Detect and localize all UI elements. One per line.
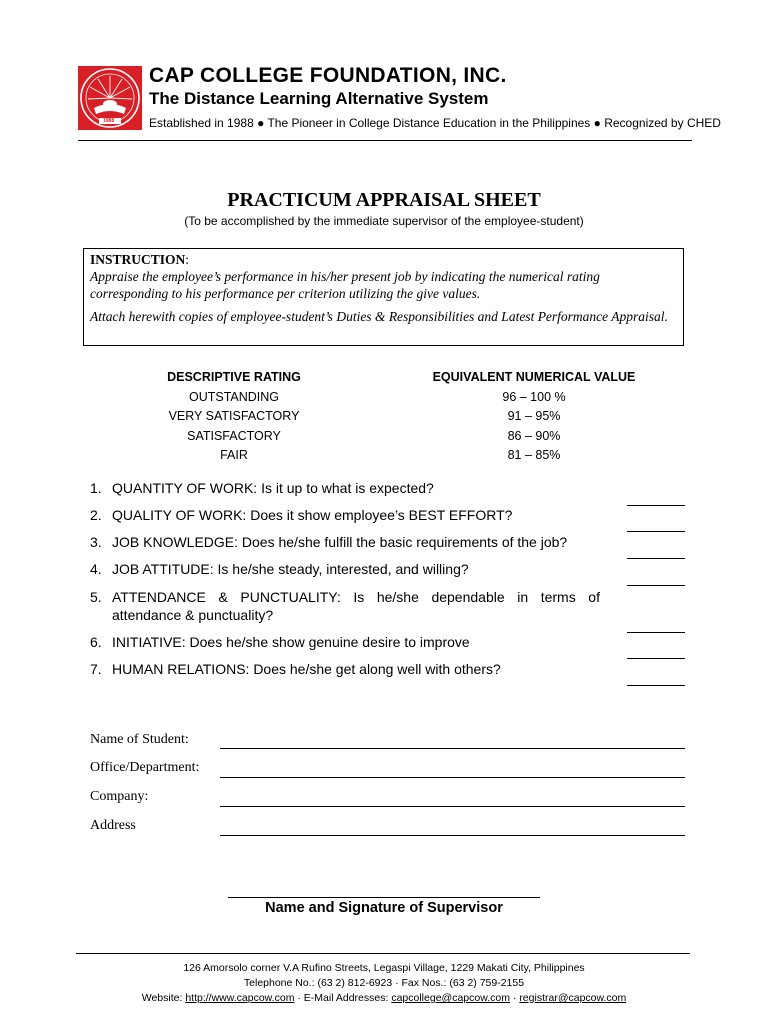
page-title: PRACTICUM APPRAISAL SHEET — [227, 189, 541, 211]
footer-phones: Telephone No.: (63 2) 812-6923 · Fax Nos.: (63 2) 759-2155 — [243, 977, 525, 989]
instruction-paragraph-2: Attach herewith copies of employee-student’s Duties & Responsibilities and Latest Performance Appraisal. — [90, 309, 668, 324]
company-label: Company: — [90, 789, 149, 804]
email-link-capcollege[interactable]: capcollege@capcow.com — [391, 992, 510, 1004]
criterion-item: 1. QUANTITY OF WORK: Is it up to what is expected? — [90, 480, 434, 496]
email-link-registrar[interactable]: registrar@capcow.com — [519, 992, 627, 1004]
rating-label: OUTSTANDING — [188, 389, 280, 404]
rating-value: 91 – 95% — [507, 409, 561, 423]
footer-address: 126 Amorsolo corner V.A Rufino Streets, Legaspi Village, 1229 Makati City, Philippines — [183, 962, 585, 974]
rating-label: FAIR — [220, 448, 248, 462]
rating-blank[interactable] — [627, 685, 685, 686]
rating-label: SATISFACTORY — [187, 428, 281, 443]
name-of-student-field[interactable] — [220, 748, 685, 749]
criterion-item: 7. HUMAN RELATIONS: Does he/she get along well with others? — [90, 661, 501, 677]
criterion-item: 6. INITIATIVE: Does he/she show genuine desire to improve — [90, 634, 470, 650]
address-field[interactable] — [220, 835, 685, 836]
numerical-value-header: EQUIVALENT NUMERICAL VALUE — [432, 370, 636, 384]
numerical-value-column — [420, 368, 648, 466]
criterion-item: 4. JOB ATTITUDE: Is he/she steady, interested, and willing? — [90, 561, 469, 577]
office-department-label: Office/Department: — [90, 760, 200, 775]
org-subtitle: The Distance Learning Alternative System — [149, 89, 489, 108]
supervisor-signature-label: Name and Signature of Supervisor — [265, 900, 503, 916]
instruction-paragraph-1: Appraise the employee’s performance in his/her present job by indicating the numerical rating corresponding to his performance per criterion utilizing the give values. — [90, 269, 600, 301]
name-of-student-label: Name of Student: — [90, 732, 189, 747]
address-label: Address — [90, 818, 136, 833]
cap-seal-icon — [78, 66, 142, 130]
page-subtitle: (To be accomplished by the immediate supervisor of the employee-student) — [184, 214, 584, 228]
rating-blank[interactable] — [627, 585, 685, 586]
footer-contacts: Website: http://www.capcow.com · E-Mail Addresses: capcollege@capcow.com · registrar@capcow.com — [141, 992, 627, 1004]
rating-blank[interactable] — [627, 531, 685, 532]
criterion-item: 3. JOB KNOWLEDGE: Does he/she fulfill the basic requirements of the job? — [90, 534, 568, 550]
company-field[interactable] — [220, 806, 685, 807]
supervisor-signature-field[interactable] — [228, 897, 540, 898]
rating-value: 96 – 100 % — [502, 389, 566, 404]
website-link[interactable]: http://www.capcow.com — [185, 992, 295, 1004]
logo-year: 1988 — [103, 118, 115, 124]
header-divider — [78, 140, 692, 141]
descriptive-rating-header: DESCRIPTIVE RATING — [167, 370, 301, 384]
criterion-item: 5. ATTENDANCE & PUNCTUALITY: Is he/she dependable in terms of attendance & punctuality? — [90, 589, 600, 623]
instruction-box — [83, 248, 684, 346]
descriptive-rating-column — [140, 368, 328, 466]
footer-divider — [76, 953, 690, 954]
rating-blank[interactable] — [627, 658, 685, 659]
rating-blank[interactable] — [627, 632, 685, 633]
rating-label: VERY SATISFACTORY — [168, 409, 300, 423]
rating-value: 81 – 85% — [507, 448, 561, 462]
org-name: CAP COLLEGE FOUNDATION, INC. — [149, 64, 507, 87]
criterion-item: 2. QUALITY OF WORK: Does it show employee’s BEST EFFORT? — [90, 507, 513, 523]
rating-blank[interactable] — [627, 558, 685, 559]
office-department-field[interactable] — [220, 777, 685, 778]
rating-value: 86 – 90% — [507, 428, 561, 443]
instruction-heading: INSTRUCTION: — [90, 252, 190, 267]
org-tagline: Established in 1988 ● The Pioneer in College Distance Education in the Philippines ● Recognized by CHED — [149, 116, 721, 130]
rating-blank[interactable] — [627, 505, 685, 506]
